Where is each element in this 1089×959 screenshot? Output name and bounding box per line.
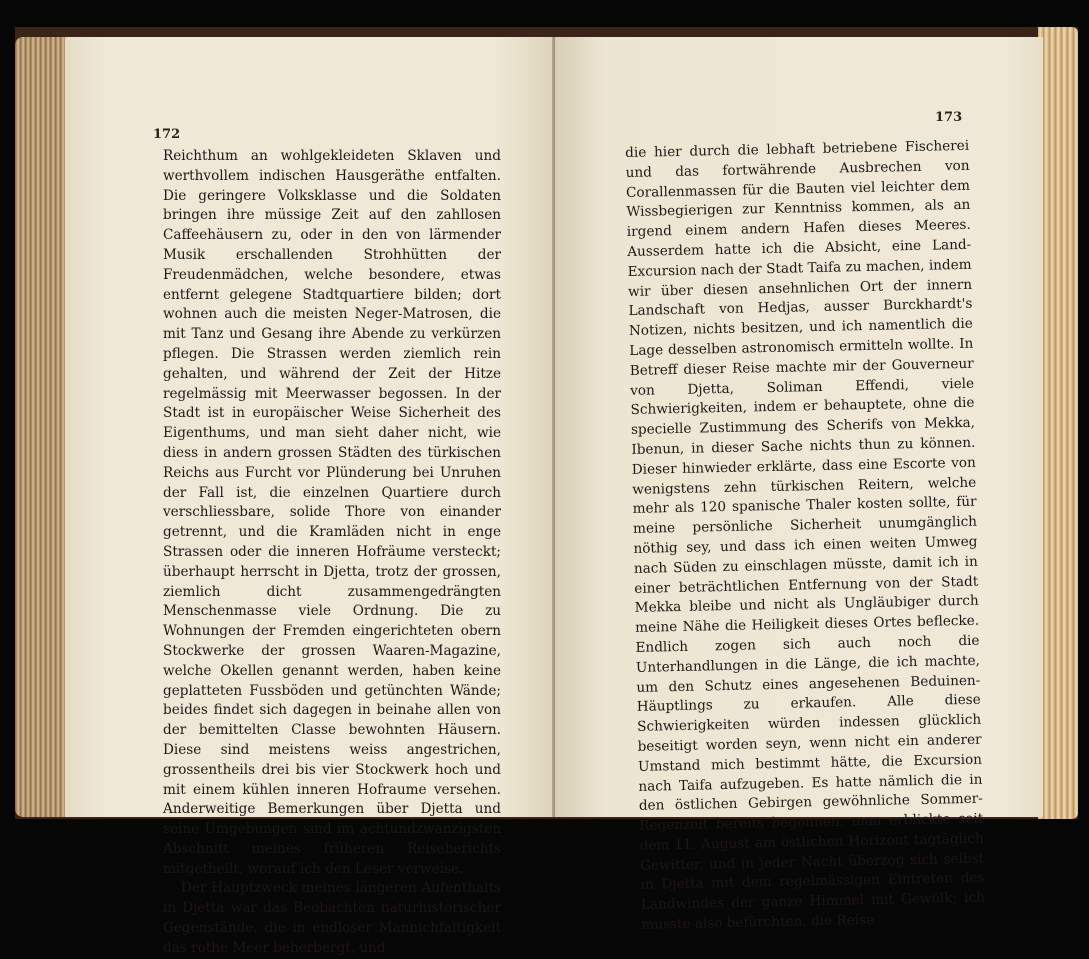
paragraph: die hier durch die lebhaft betriebene Fischerei und das fortwährende Ausbrechen von Corallenmassen für die Bauten viel leichter dem Wissbegierigen zur Kenntniss kommen, als an irgend einem andern Hafen dieses Meeres. Ausserdem hatte ich die Absicht, eine Land-Excursion nach der Stadt Taifa zu machen, indem wir über diesen ansehnlichen Ort der innern Landschaft von Hedjas, ausser Burckhardt's Notizen, nichts besitzen, und ich namentlich die Lage desselben astronomisch ermitteln wollte. In Betreff dieser Reise machte mir der Gouverneur von Djetta, Soliman Effendi, viele Schwierigkeiten, indem er behauptete, ohne die specielle Zustimmung des Scherifs von Mekka, Ibenun, in dieser Sache nichts thun zu können. Dieser hinwieder erklärte, dass eine Escorte von wenigstens zehn türkischen Reitern, welche mehr als 120 spanische Thaler kosten sollte, für meine persönliche Sicherheit unumgänglich nöthig sey, und dass ich einen weiten Umweg nach Süden zu einschlagen müsste, damit ich in einer beträchtlichen Entfernung von der Stadt Mekka bleibe und nicht als Ungläubiger durch meine Nähe die Heiligkeit dieses Ortes beflecke. Endlich zogen sich auch noch die Unterhandlungen in die Länge, die ich machte, um den Schutz eines angesehenen Beduinen-Häuptlings zu erkaufen. Alle diese Schwierigkeiten würden indessen glücklich beseitigt worden seyn, wenn nicht ein anderer Umstand mich bestimmt hätte, die Excursion nach Taifa aufzugeben. Es hatte nämlich die in den östlichen Gebirgen gewöhnliche Sommer-Regenzeit bereits begonnen, man erblickte seit dem 11. August am östlichen Horizont tagtäglich Gewitter, und in jeder Nacht überzog sich selbst in Djetta mit dem regelmässigen Eintreten des Landwindes der ganze Himmel mit Gewölk; ich musste also befürchten, die Reise: [625, 137, 986, 933]
paragraph: Reichthum an wohlgekleideten Sklaven und werthvollem indischen Hausgeräthe entfalten. Die geringere Volksklasse und die Soldaten bringen ihre müssige Zeit auf den zahllosen Caffeehäusern zu, oder in den von lärmender Musik erschallenden Strohhütten der Freudenmädchen, welche besondere, etwas entfernt gelegene Stadtquartiere bilden; dort wohnen auch die meisten Neger-Matrosen, die mit Tanz und Gesang ihre Abende zu verkürzen pflegen. Die Strassen werden ziemlich rein gehalten, und während der Zeit der Hitze regelmässig mit Meerwasser begossen. In der Stadt ist in europäischer Weise Sicherheit des Eigenthums, und man sieht daher nicht, wie diess in andern grossen Städten des türkischen Reichs aus Furcht vor Plünderung bei Unruhen der Fall ist, die einzelnen Quartiere durch verschliessbare, solide Thore von einander getrennt, und die Kramläden nicht in enge Strassen oder die inneren Hofräume versteckt; überhaupt herrscht in Djetta, trotz der grossen, ziemlich dicht zusammengedrängten Menschenmasse viele Ordnung. Die zu Wohnungen der Fremden eingerichteten obern Stockwerke der grossen Waaren-Magazine, welche Okellen genannt werden, haben keine geplatteten Fussböden und getünchten Wände; beides findet sich dagegen in beinahe allen von der bemittelten Classe bewohnten Häusern. Diese sind meistens weiss angestrichen, grossentheils drei bis vier Stockwerk hoch und mit einem kühlen inneren Hofraume versehen. Anderweitige Bemerkungen über Djetta und seine Umgebungen sind im achtundzwanzigsten Abschnitt meines früheren Reiseberichts mitgetheilt, worauf ich den Leser verweise.: [163, 148, 501, 877]
page-edges-right: [1038, 27, 1078, 819]
right-page: [555, 37, 1043, 933]
left-page-text: [163, 147, 501, 959]
open-book: [15, 27, 1078, 956]
page-number-left: 172: [153, 127, 181, 142]
right-page-text: [625, 137, 986, 936]
paragraph: Der Hauptzweck meines längeren Aufenthalts in Djetta war das Beobachten naturhistorischer Gegenstände, die in endloser Mannichfaltigkeit das rothe Meer beherbergt, und: [163, 880, 501, 956]
page-number-right: 173: [935, 110, 963, 125]
left-page: [65, 37, 555, 956]
